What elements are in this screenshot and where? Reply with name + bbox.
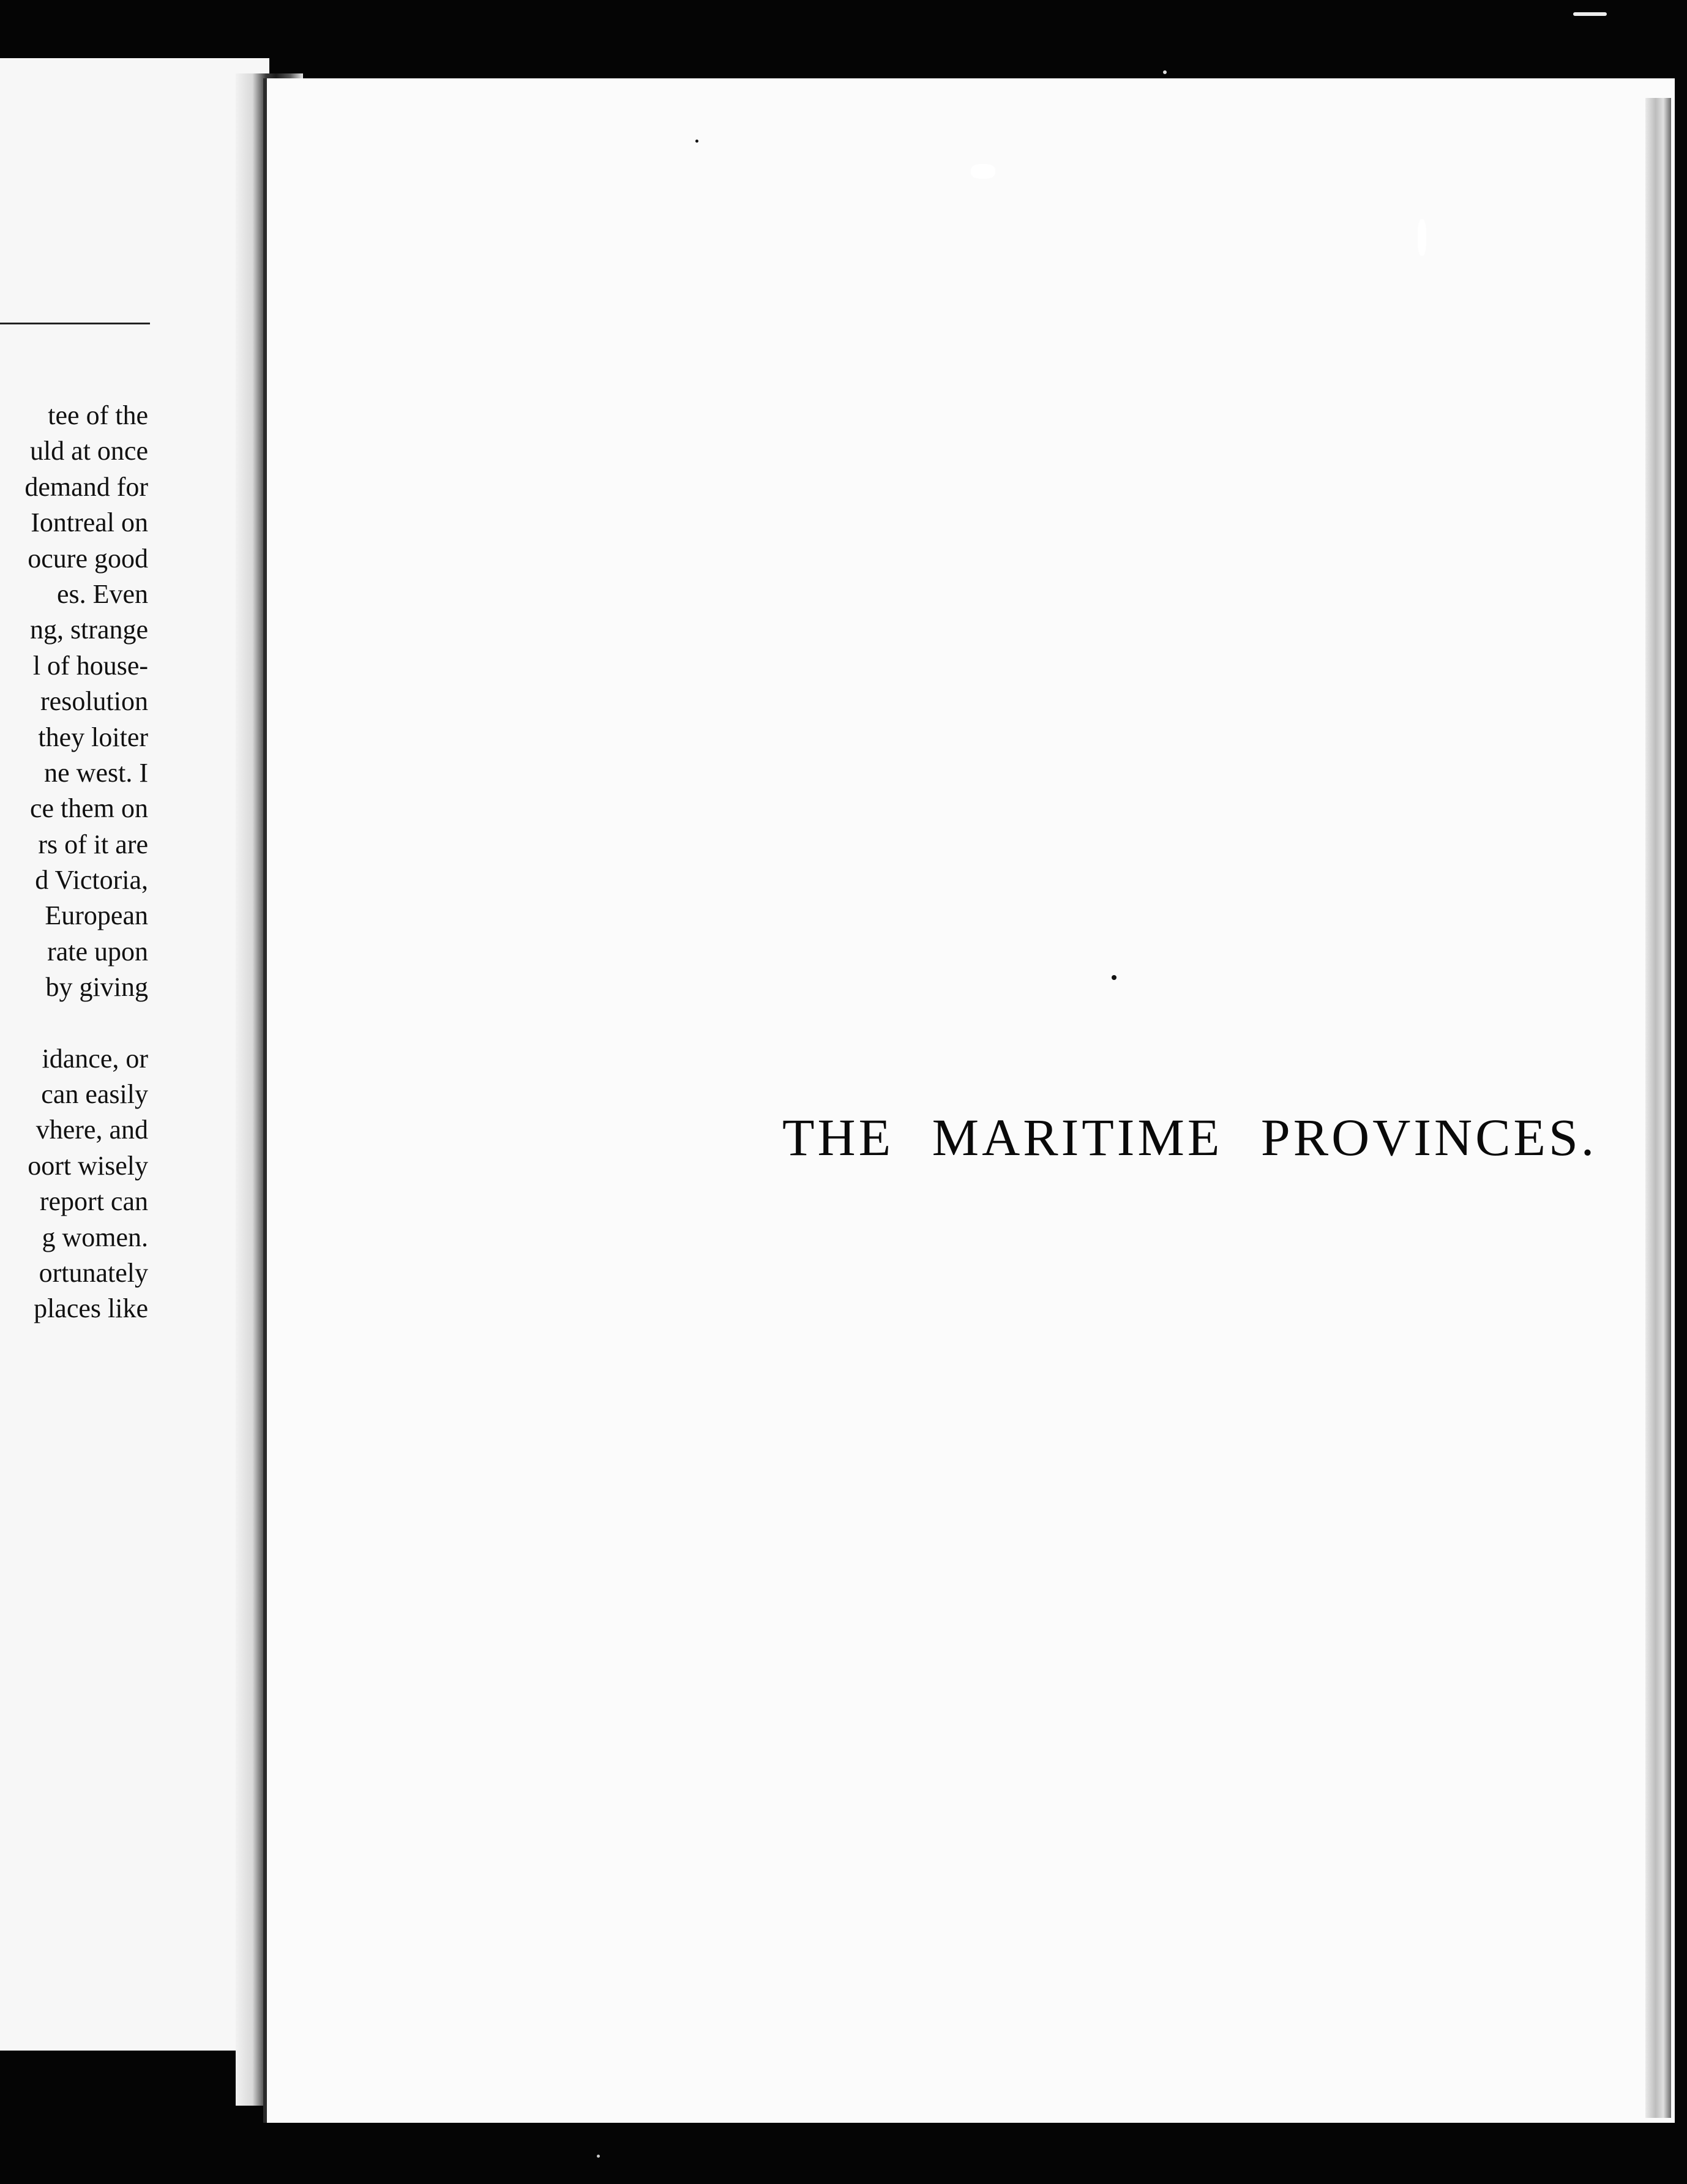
text-line: es. Even [56, 578, 148, 609]
section-title: THE MARITIME PROVINCES. [782, 1108, 1598, 1167]
page-edge-shadow [1645, 98, 1671, 2118]
paragraph-gap [0, 1006, 148, 1041]
text-line: can easily [41, 1079, 148, 1110]
dust-speck [695, 140, 698, 143]
text-line: idance, or [42, 1043, 148, 1074]
left-page-text [0, 398, 148, 1327]
text-line: rate upon [47, 936, 148, 967]
text-line: resolution [40, 686, 148, 717]
text-line: places like [34, 1293, 148, 1324]
text-line: European [45, 900, 148, 931]
text-line: tee of the [48, 400, 148, 430]
left-facing-page [0, 58, 269, 2051]
text-line: uld at once [29, 436, 148, 466]
text-line: ne west. I [44, 757, 148, 788]
text-line: report can [39, 1186, 148, 1217]
text-line: g women. [42, 1222, 148, 1252]
paper-blemish [1418, 219, 1426, 256]
text-line: demand for [24, 471, 148, 502]
dust-speck [1112, 975, 1117, 980]
dust-speck [1573, 12, 1607, 16]
text-line: d Victoria, [35, 865, 148, 896]
text-line: vhere, and [36, 1115, 148, 1145]
text-line: they loiter [38, 722, 148, 752]
dust-speck [1163, 70, 1167, 74]
right-page [263, 78, 1675, 2123]
text-line: ce them on [29, 793, 148, 824]
text-line: l of house- [32, 650, 148, 681]
text-line: by giving [45, 972, 148, 1003]
header-rule [0, 323, 150, 324]
text-line: ng, strange [29, 615, 148, 645]
paper-blemish [971, 164, 995, 179]
text-line: ocure good [28, 543, 148, 574]
text-line: rs of it are [38, 829, 148, 859]
dust-speck [597, 2155, 600, 2158]
text-line: ortunately [39, 1257, 148, 1288]
text-line: oort wisely [28, 1150, 148, 1181]
text-line: Iontreal on [31, 507, 148, 538]
